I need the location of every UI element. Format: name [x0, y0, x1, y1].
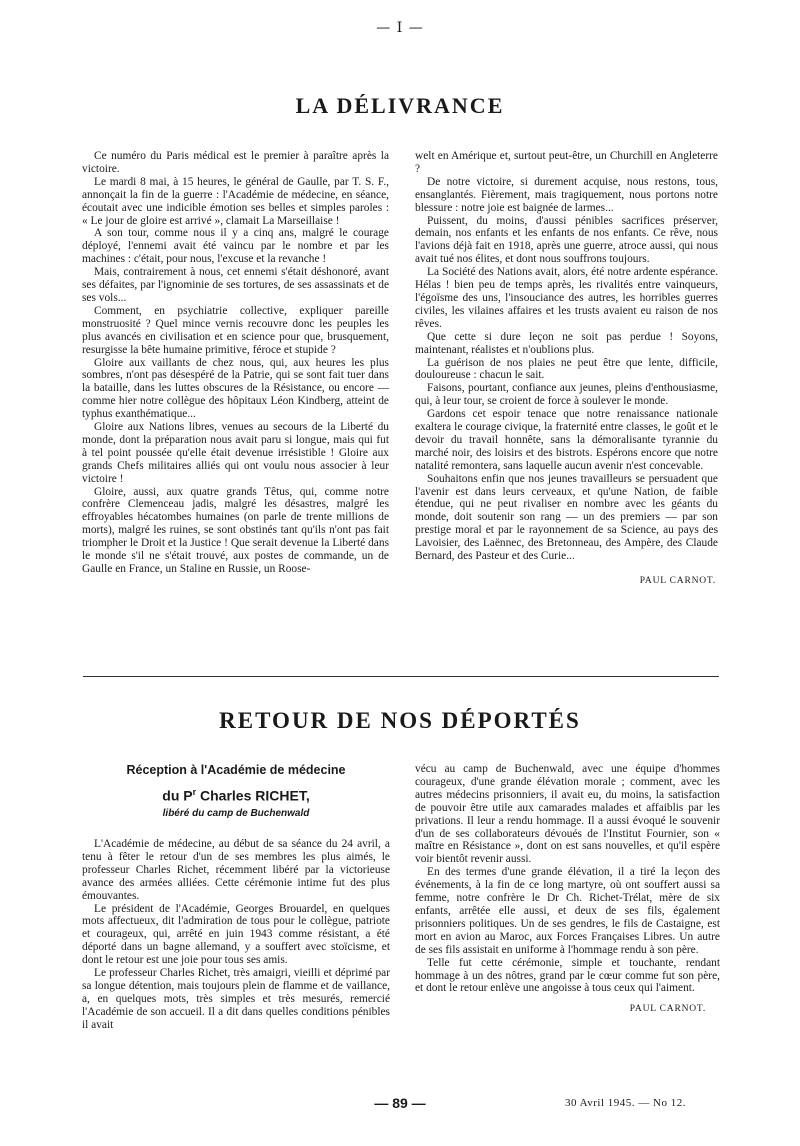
paragraph: Faisons, pourtant, confiance aux jeunes, pleins d'enthousiasme, qui, à leur tour, se croient de force à soulever le monde.: [415, 382, 718, 408]
honoree-heading: [82, 787, 390, 804]
article-subtitle: Réception à l'Académie de médecine: [126, 763, 346, 777]
paragraph: Telle fut cette cérémonie, simple et touchante, rendant hommage à un des nôtres, grand par le cœur comme fut son père, et dont le retour enlève une angoisse à tous ceux qui l'aiment.: [415, 956, 720, 995]
paragraph: Souhaitons enfin que nos jeunes travailleurs se persuadent que l'avenir est dans leurs cerveaux, et qu'une Nation, de faible étendue, qui ne peut rivaliser en nombre avec les géants du monde, doit soutenir son rang — un des premiers — par son prestige moral et par le rayonnement de sa Science, au pays des Lavoisier, des Laënnec, des Bretonneau, des Ampère, des Claude Bernard, des Pasteur et des Curie...: [415, 472, 718, 563]
paragraph: La guérison de nos plaies ne peut être que lente, difficile, douloureuse : chacun le sait.: [415, 356, 718, 382]
article-column-right: [415, 150, 718, 588]
author-signature: PAUL CARNOT.: [629, 1004, 706, 1015]
page-folio: — I —: [376, 20, 424, 36]
article-title: RETOUR DE NOS DÉPORTÉS: [219, 708, 581, 733]
paragraph: Le professeur Charles Richet, très amaigri, vieilli et déprimé par sa longue détention, mais toujours plein de flamme et de vaillance, a, en quelques mots, très simples et très mesurés, remercié l'Académie de son accueil. Il a dit dans quelles conditions pénibles il avait: [82, 967, 390, 1031]
paragraph: Gardons cet espoir tenace que notre renaissance nationale exaltera le courage civique, la fraternité entre classes, le goût et le devoir du travail honnête, sans la démoralisante tyrannie du marché noir, des loisirs et des bistrots. Espérons encore que notre natalité remontera, sans laquelle aucun avenir n'est concevable.: [415, 408, 718, 472]
paragraph: welt en Amérique et, surtout peut-être, un Churchill en Angleterre ?: [415, 150, 718, 175]
paragraph: Mais, contrairement à nous, cet ennemi s'était déshonoré, avant ses défaites, par l'ignominie de ses tortures, de ses assassinats et de ses vols...: [82, 266, 389, 304]
article-title: LA DÉLIVRANCE: [295, 93, 505, 118]
page-number: — 89 —: [374, 1095, 426, 1111]
section-divider: [83, 676, 719, 677]
paragraph: Gloire aux vaillants de chez nous, qui, aux heures les plus sombres, n'ont pas désespéré de la Patrie, qui se sont fait tuer dans la bataille, dans les luttes obscures de la Résistance, ou encore — comme hier notre collègue des hôpitaux Léon Kindberg, atteint de typhus exanthématique...: [82, 356, 389, 421]
author-signature: PAUL CARNOT.: [639, 576, 716, 586]
paragraph: En des termes d'une grande élévation, il a tiré la leçon des événements, à la fin de ce long martyre, où ont souffert aussi sa femme, notre confrère le Dr Ch. Richet-Trélat, mère de six enfants, arrêtée elle aussi, et deux de ses fils, également prisonniers politiques. Un de ses gendres, le fils de Castaigne, est mort en avion au Maroc, aux Forces Françaises Libres. Un autre de ses fils assistait en uniforme à l'hommage rendu à son père.: [415, 866, 720, 956]
paragraph: Ce numéro du Paris médical est le premier à paraître après la victoire.: [82, 150, 389, 175]
article-column-left: [82, 838, 390, 1032]
paragraph: Gloire aux Nations libres, venues au secours de la Liberté du monde, dont la préparation nous avait paru si longue, mais qui fut à tel point poussée qu'elle était devenue irrésistible ! Gloire aux grands Chefs militaires alliés qui ont voulu nous associer à leur victoire !: [82, 421, 389, 485]
article-column-left: [82, 150, 389, 576]
issue-date: 30 Avril 1945. — No 12.: [565, 1097, 686, 1109]
paragraph: Gloire, aussi, aux quatre grands Têtus, qui, comme notre confrère Clemenceau jadis, malgré les désastres, malgré les effroyables hécatombes humaines (on parle de trente millions de morts), malgré les ruines, se sont obstinés tant qu'ils n'ont pas fait triompher le Droit et la Justice ! Que serait devenue la Liberté dans le monde s'il ne s'était trouvé, aux postes de commande, un de Gaulle en France, un Staline en Russie, un Roose-: [82, 485, 389, 575]
paragraph: De notre victoire, si durement acquise, nous restons, tous, ensanglantés. Fièrement, mais tragiquement, nous portons notre blessure : notre joie est baignée de larmes...: [415, 175, 718, 214]
honoree-name: Charles RICHET,: [196, 787, 310, 804]
paragraph: Le président de l'Académie, Georges Brouardel, en quelques mots affectueux, dit l'admiration de tous pour le collègue, patriote et courageux, qui, arrêté en juin 1943 comme résistant, a été déporté dans un bagne allemand, y a souffert avec stoïcisme, et dont le retour est une joie pour tous ses amis.: [82, 902, 390, 967]
honoree-note: libéré du camp de Buchenwald: [162, 808, 310, 819]
paragraph: A son tour, comme nous il y a cinq ans, malgré le courage déployé, l'ennemi avait été vaincu par le nombre et par les machines : c'était, pour nous, l'excuse et la revanche !: [82, 227, 389, 266]
article-column-right: [415, 763, 720, 1016]
honoree-prefix: du P: [162, 787, 193, 804]
paragraph: Comment, en psychiatrie collective, expliquer pareille monstruosité ? Quel mince vernis recouvre donc les peuples les plus avancés en civilisation et en science pour que, brusquement, resurgisse la bête humaine primitive, féroce et stupide ?: [82, 304, 389, 356]
paragraph: La Société des Nations avait, alors, été notre ardente espérance. Hélas ! bien peu de temps après, les rivalités entre vainqueurs, l'égoïsme des uns, l'insouciance des autres, les horribles guerres civiles, les vilaines affaires et les trusts avaient eu raison de nos rêves.: [415, 266, 718, 330]
honoree-title-sup: r: [192, 787, 197, 797]
paragraph: L'Académie de médecine, au début de sa séance du 24 avril, a tenu à fêter le retour d'un de ses membres les plus aimés, le professeur Charles Richet, récemment libéré par la victorieuse avance des armées alliées. Cette cérémonie intime fut des plus émouvantes.: [82, 838, 390, 902]
page-footer: [0, 1095, 800, 1115]
paragraph: Que cette si dure leçon ne soit pas perdue ! Soyons, maintenant, réalistes et n'oublions plus.: [415, 330, 718, 356]
paragraph: Puissent, du moins, d'aussi pénibles sacrifices préserver, demain, nos enfants et les enfants de nos enfants. Ce rêve, nous l'avions déjà fait en 1918, après une guerre, atroce aussi, qui nous avait tué nos élites, et dont nous souffrons toujours.: [415, 214, 718, 266]
paragraph: vécu au camp de Buchenwald, avec une équipe d'hommes courageux, d'une grande élévation morale ; comment, avec les autres médecins prisonniers, il avait eu, du moins, la satisfaction de pouvoir être utile aux camarades malades et affaiblis par les privations. Il leur a rendu hommage. Il a aussi évoqué le souvenir d'un de ses collaborateurs dévoués de l'Institut Fournier, son « maître en Résistance », dont on est sans nouvelles, et qu'il espère voir bientôt revenir aussi.: [415, 763, 720, 866]
paragraph: Le mardi 8 mai, à 15 heures, le général de Gaulle, par T. S. F., annonçait la fin de la guerre : l'Académie de médecine, en séance, écoutait avec une indicible émotion ses belles et simples paroles : « Le jour de gloire est arrivé », clamait La Marseillaise !: [82, 175, 389, 227]
